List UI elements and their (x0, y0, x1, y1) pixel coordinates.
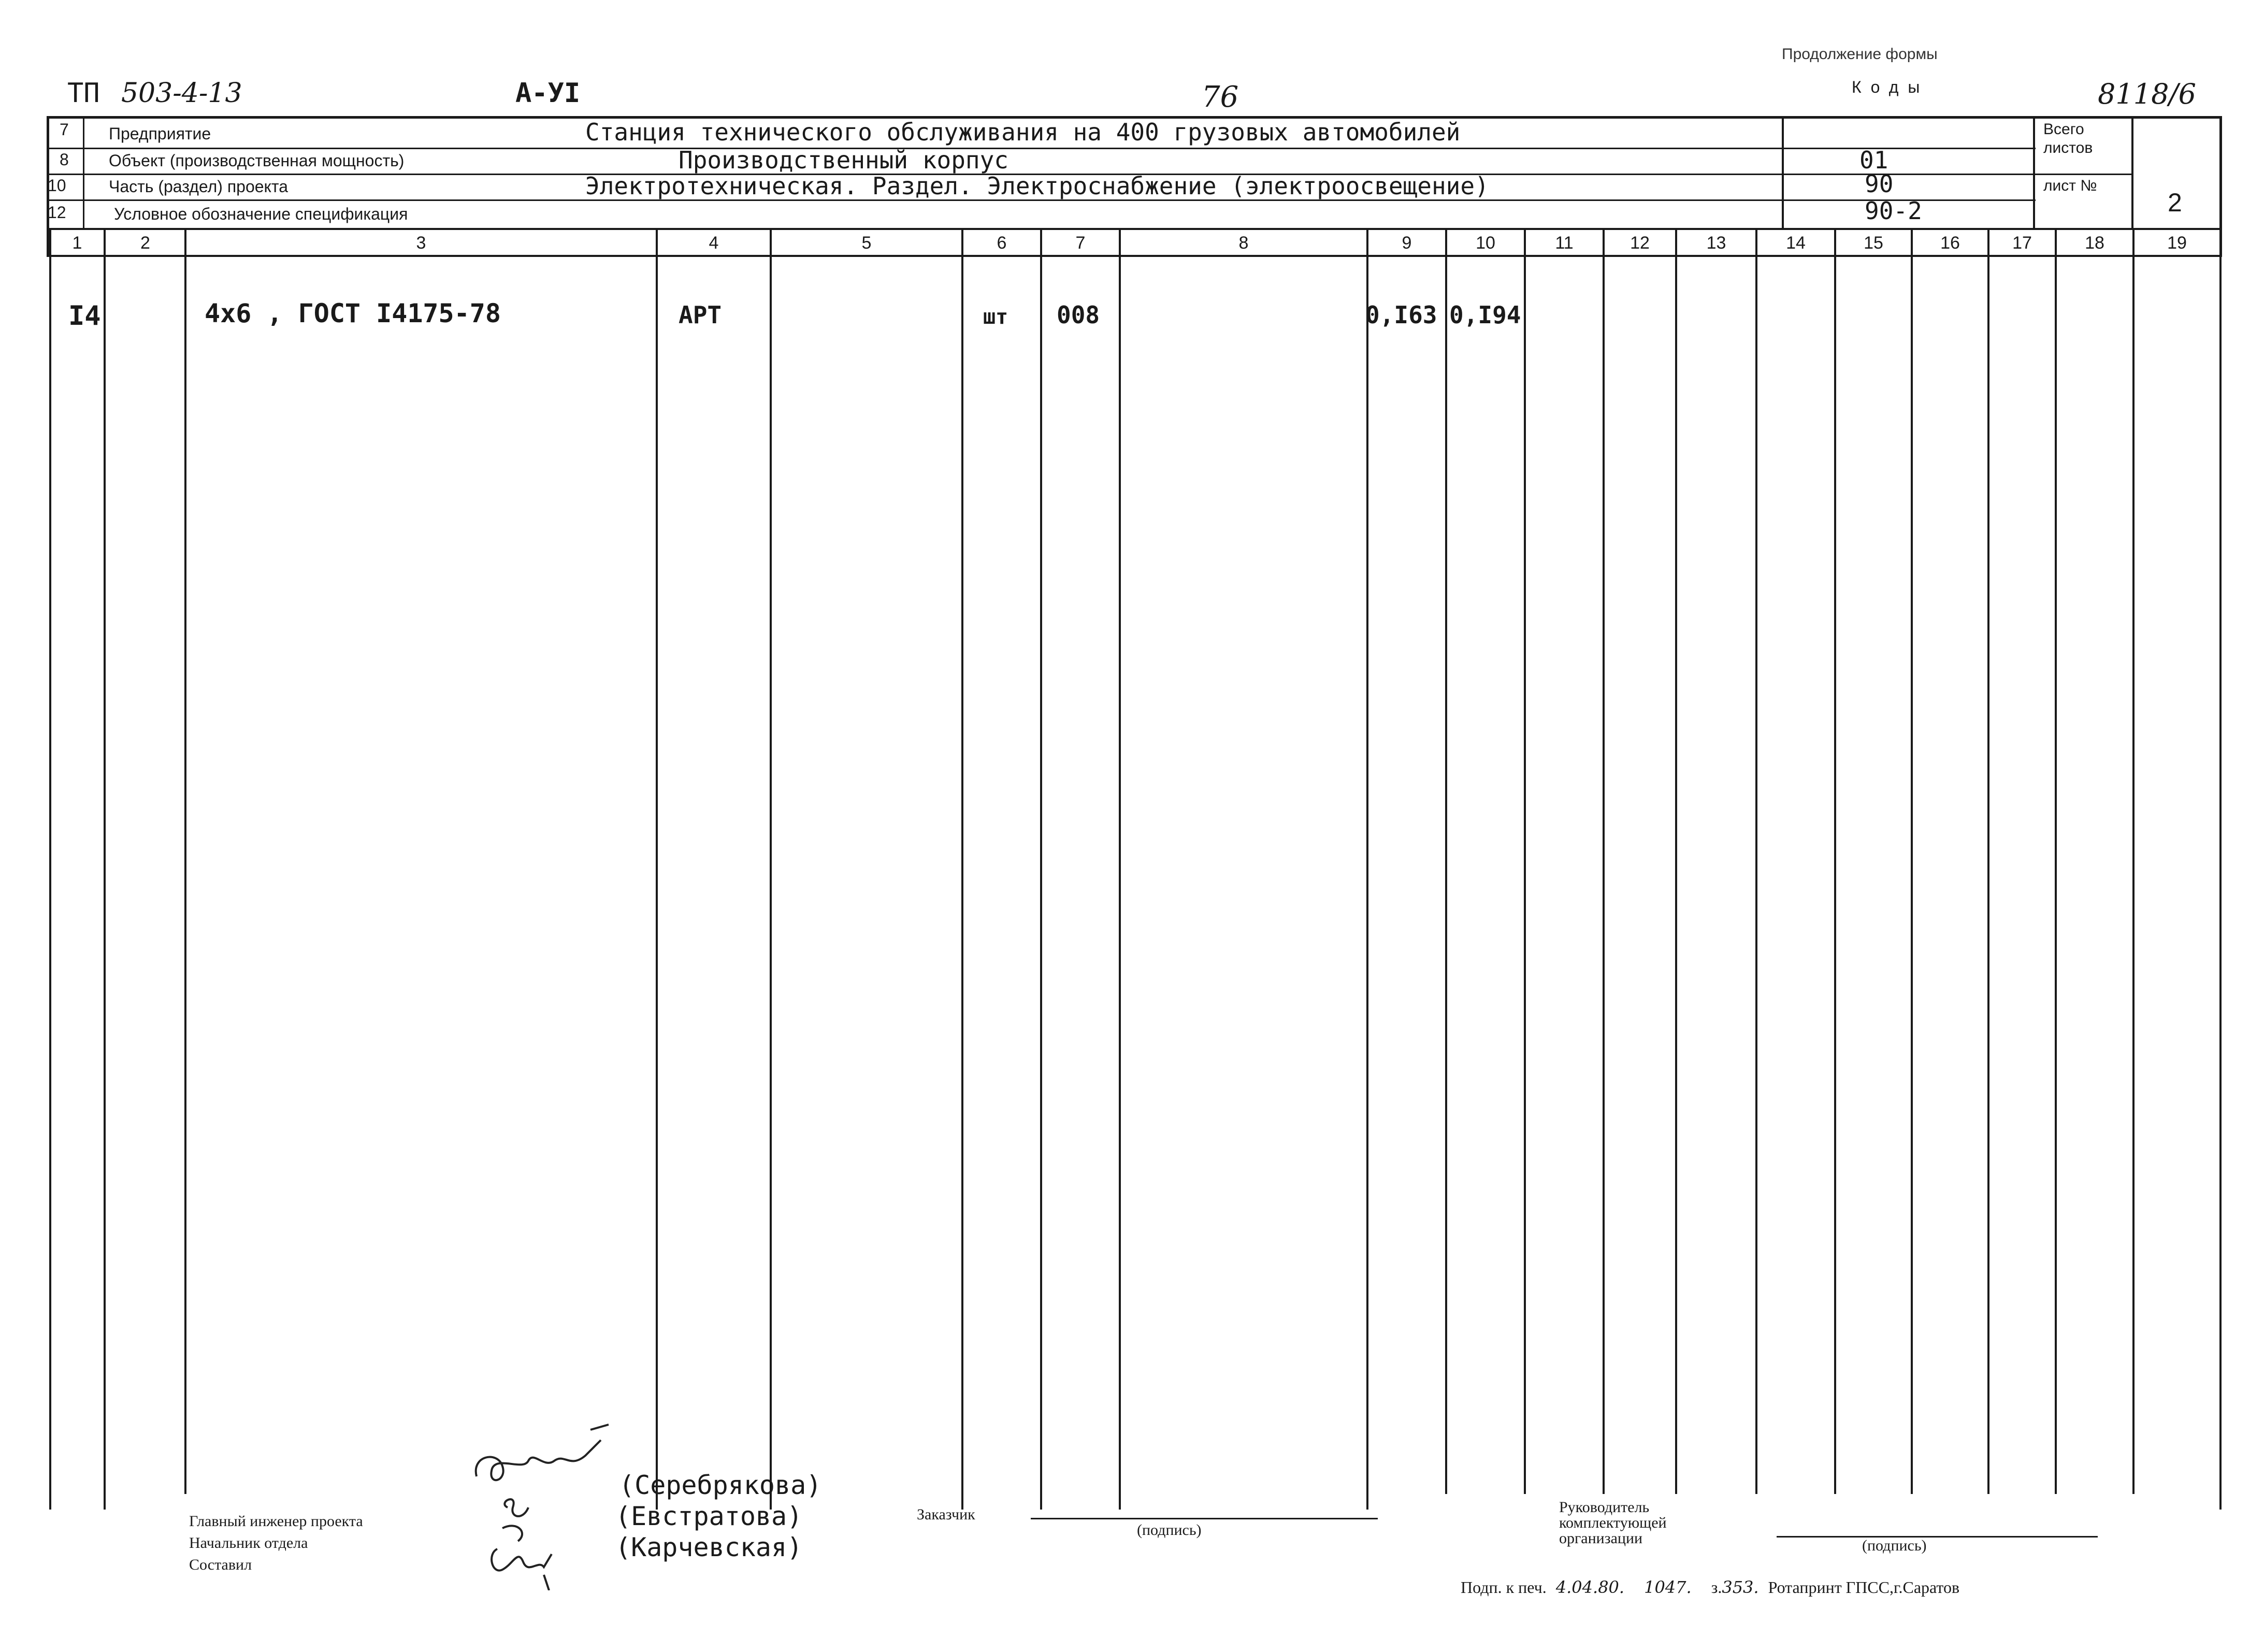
form-row-label: Объект (производственная мощность) (109, 151, 405, 170)
form-row-code: 01 (1859, 146, 1888, 174)
org-head-label: Руководитель комплектующей организации (1559, 1499, 1667, 1547)
form-row-number: 10 (48, 176, 66, 195)
column-number: 4 (709, 233, 719, 253)
customer-signature-hint: (подпись) (1137, 1521, 1202, 1539)
org-signature-hint: (подпись) (1862, 1537, 1927, 1554)
column-number: 11 (1555, 233, 1574, 253)
doc-code-prefix: ТП (67, 78, 100, 109)
signed-label: Подп. к печ. (1461, 1578, 1547, 1597)
continuation-note: Продолжение формы (1782, 46, 1938, 63)
chief-engineer-name: (Серебрякова) (619, 1470, 822, 1500)
handwritten-signatures (466, 1419, 622, 1590)
inventory-number: 8118/6 (2098, 78, 2196, 110)
form-row-code: 90 (1865, 170, 1894, 198)
cell-quantity-1: 0,I63 (1365, 301, 1437, 329)
form-row-value: Производственный корпус (679, 146, 1008, 174)
form-row-label: Условное обозначение спецификация (114, 205, 408, 223)
codes-label: Коды (1852, 78, 1929, 96)
column-number: 14 (1786, 233, 1806, 253)
dept-head-name: (Евстратова) (615, 1501, 803, 1531)
order-number: 353. (1722, 1577, 1759, 1597)
cell-position: I4 (68, 300, 101, 332)
form-row-label: Предприятие (109, 124, 211, 143)
form-row-label: Часть (раздел) проекта (109, 177, 288, 196)
dept-head-label: Начальник отдела (189, 1534, 308, 1552)
doc-code (67, 78, 242, 109)
column-number: 9 (1402, 233, 1412, 253)
customer-label: Заказчик (917, 1506, 975, 1523)
sheet-number-label: лист № (2043, 177, 2097, 194)
doc-code-number: 503-4-13 (121, 78, 242, 109)
chief-engineer-label: Главный инженер проекта (189, 1513, 363, 1530)
cell-code: 008 (1057, 301, 1100, 329)
column-number: 15 (1864, 233, 1883, 253)
column-number: 8 (1238, 233, 1249, 253)
column-number: 7 (1075, 233, 1086, 253)
column-number: 13 (1706, 233, 1726, 253)
column-number: 17 (2012, 233, 2032, 253)
album-label: А-УI (515, 78, 581, 109)
column-number: 12 (1630, 233, 1650, 253)
cell-type: АРТ (679, 301, 722, 329)
org-signature-line (1777, 1536, 2098, 1538)
copies: 1047. (1644, 1577, 1692, 1597)
column-number: 16 (1940, 233, 1960, 253)
column-number: 2 (140, 233, 150, 253)
form-row-number: 12 (48, 203, 66, 222)
form-row-value: Станция технического обслуживания на 400 грузовых автомобилей (585, 118, 1461, 146)
column-number: 18 (2085, 233, 2104, 253)
form-row-code: 90-2 (1865, 197, 1922, 225)
cell-name: 4х6 , ГОСТ I4175-78 (205, 298, 501, 328)
column-number: 1 (72, 233, 82, 253)
cell-unit: шт (983, 305, 1008, 329)
cell-quantity-2: 0,I94 (1449, 301, 1521, 329)
column-number: 5 (861, 233, 872, 253)
print-imprint (1461, 1577, 1959, 1597)
compiled-name: (Карчевская) (615, 1532, 803, 1562)
form-row-value: Электротехническая. Раздел. Электроснабжение (электроосвещение) (585, 172, 1489, 200)
column-number: 3 (416, 233, 426, 253)
customer-signature-line (1031, 1518, 1378, 1519)
compiled-label: Составил (189, 1556, 252, 1573)
column-number: 10 (1476, 233, 1495, 253)
printer: Ротапринт ГПСС,г.Саратов (1768, 1578, 1960, 1597)
total-sheets-label: Всего листов (2043, 121, 2093, 156)
order-prefix: з. (1711, 1578, 1722, 1597)
column-number: 6 (997, 233, 1007, 253)
column-number: 19 (2167, 233, 2187, 253)
page-number: 76 (1202, 80, 1239, 114)
sheet-number-value: 2 (2168, 188, 2182, 217)
signed-date: 4.04.80. (1555, 1577, 1625, 1597)
form-row-number: 7 (60, 120, 69, 139)
form-row-number: 8 (60, 150, 69, 169)
